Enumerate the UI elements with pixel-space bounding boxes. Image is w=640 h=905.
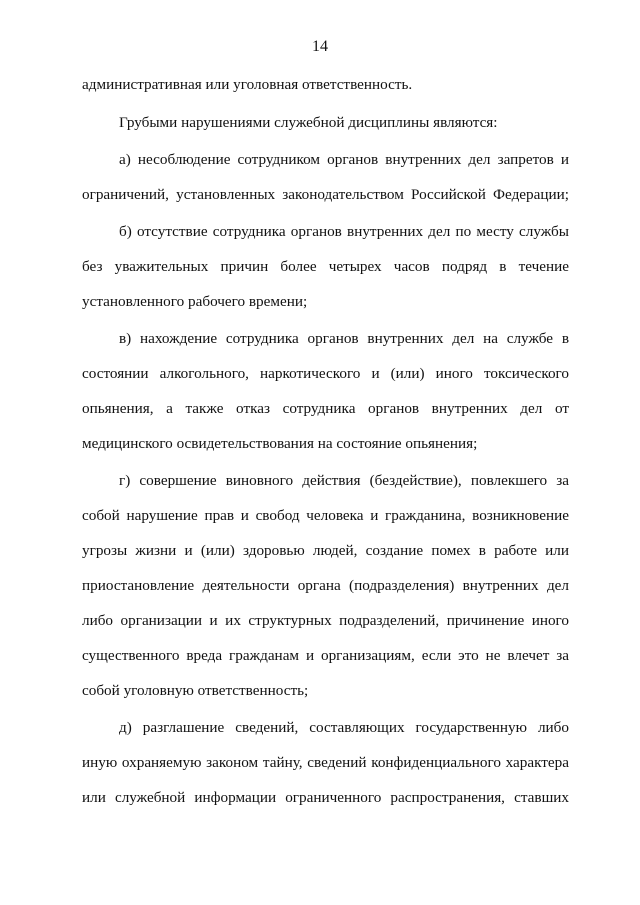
text-line: угрозы жизни и (или) здоровью людей, создание помех в работе или: [82, 542, 569, 559]
text-line: опьянения, а также отказ сотрудника органов внутренних дел от: [82, 400, 569, 417]
text-line: либо организации и их структурных подразделений, причинение иного: [82, 612, 569, 629]
page-number: 14: [312, 38, 328, 55]
text-line: г) совершение виновного действия (бездействие), повлекшего за: [119, 472, 569, 489]
text-line: приостановление деятельности органа (подразделения) внутренних дел: [82, 577, 569, 594]
text-line: состоянии алкогольного, наркотического и (или) иного токсического: [82, 365, 569, 382]
text-line: без уважительных причин более четырех часов подряд в течение: [82, 258, 569, 275]
text-line: Грубыми нарушениями служебной дисциплины являются:: [119, 114, 498, 131]
text-line: собой уголовную ответственность;: [82, 682, 309, 699]
text-line: ограничений, установленных законодательством Российской Федерации;: [82, 186, 569, 203]
text-line: или служебной информации ограниченного распространения, ставших: [82, 789, 569, 806]
text-line: существенного вреда гражданам и организациям, если это не влечет за: [82, 647, 569, 664]
text-line: б) отсутствие сотрудника органов внутренних дел по месту службы: [119, 223, 569, 240]
text-line: медицинского освидетельствования на состояние опьянения;: [82, 435, 478, 452]
text-line: а) несоблюдение сотрудником органов внутренних дел запретов и: [119, 151, 569, 168]
text-line: иную охраняемую законом тайну, сведений конфиденциального характера: [82, 754, 569, 771]
text-line: установленного рабочего времени;: [82, 293, 308, 310]
text-line: в) нахождение сотрудника органов внутренних дел на службе в: [119, 330, 569, 347]
text-line: административная или уголовная ответственность.: [82, 76, 413, 93]
text-line: собой нарушение прав и свобод человека и гражданина, возникновение: [82, 507, 569, 524]
text-line: д) разглашение сведений, составляющих государственную либо: [119, 719, 569, 736]
